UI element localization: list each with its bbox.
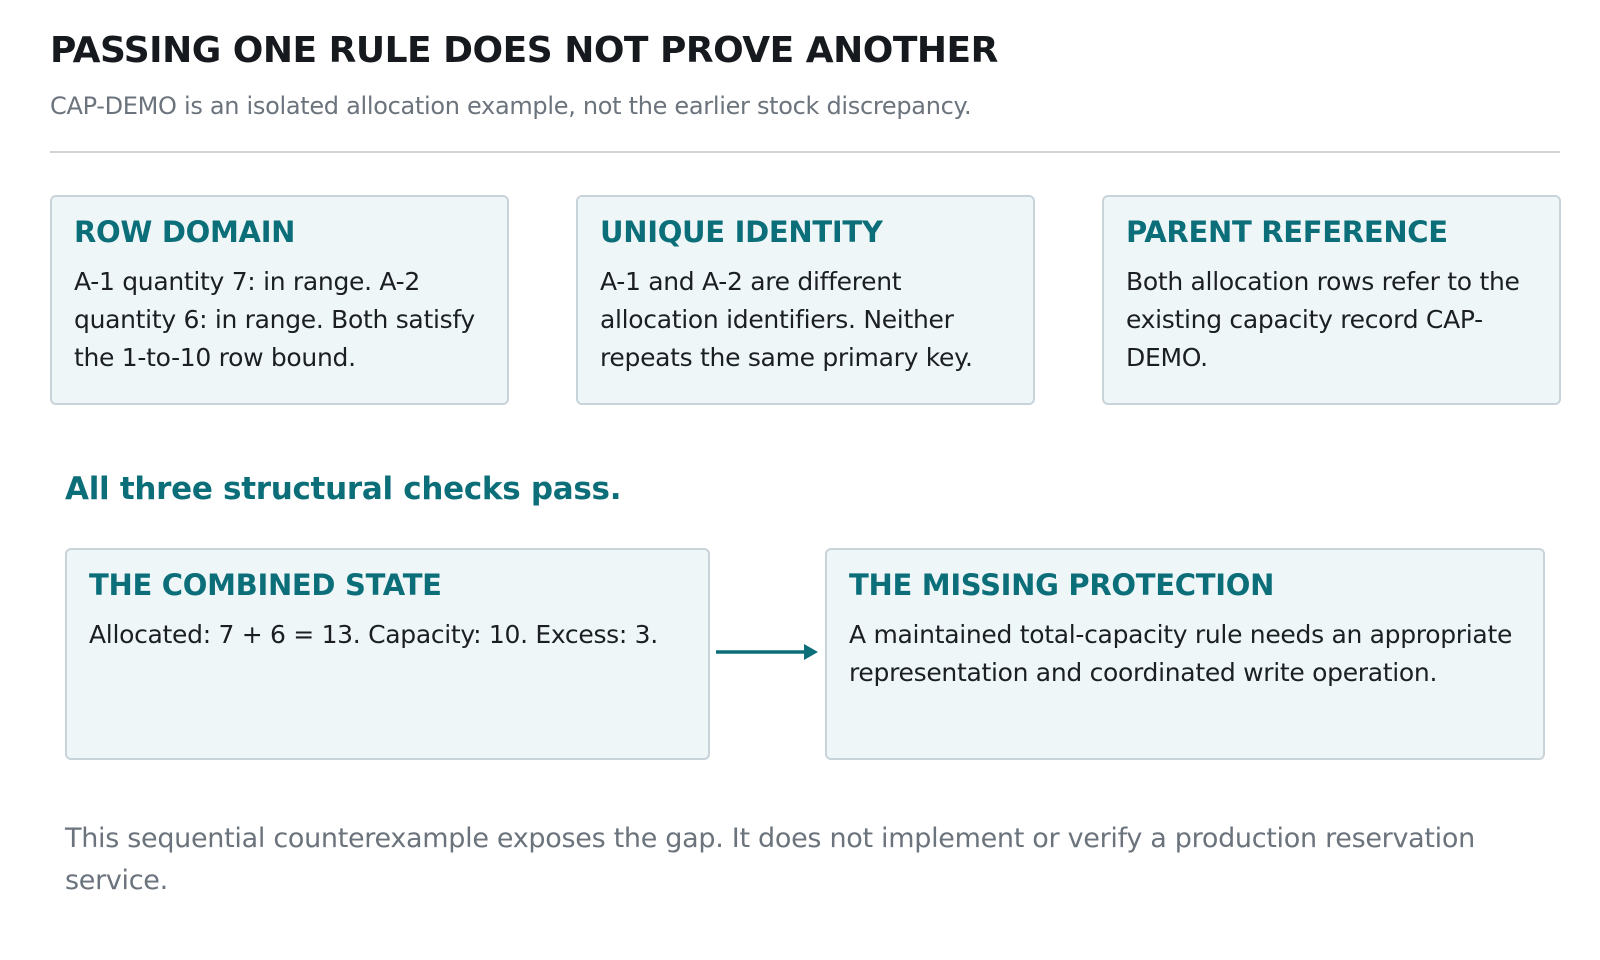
missing-protection-body: A maintained total-capacity rule needs an appropriate representation and coordinated write operation. [849, 620, 1513, 687]
combined-state-card [65, 548, 710, 760]
row-domain-title: ROW DOMAIN [74, 215, 296, 249]
flow-arrow-icon [712, 640, 824, 664]
missing-protection-title: THE MISSING PROTECTION [849, 568, 1275, 602]
unique-identity-title: UNIQUE IDENTITY [600, 215, 883, 249]
missing-protection-card [825, 548, 1545, 760]
unique-identity-body: A-1 and A-2 are different allocation identifiers. Neither repeats the same primary key. [600, 267, 973, 372]
checks-pass-summary: All three structural checks pass. [65, 471, 622, 507]
row-domain-body: A-1 quantity 7: in range. A-2 quantity 6: in range. Both satisfy the 1-to-10 row bound. [74, 267, 475, 372]
footer-note: This sequential counterexample exposes the gap. It does not implement or verify a production reservation service. [65, 823, 1475, 896]
parent-reference-body: Both allocation rows refer to the existing capacity record CAP-DEMO. [1126, 267, 1520, 372]
page-title: PASSING ONE RULE DOES NOT PROVE ANOTHER [50, 30, 998, 71]
combined-state-title: THE COMBINED STATE [89, 568, 442, 602]
parent-reference-card [1102, 195, 1561, 405]
combined-state-body: Allocated: 7 + 6 = 13. Capacity: 10. Excess: 3. [89, 620, 658, 649]
row-domain-card [50, 195, 509, 405]
page-subtitle: CAP-DEMO is an isolated allocation example, not the earlier stock discrepancy. [50, 92, 972, 120]
header-divider [50, 151, 1560, 153]
unique-identity-card [576, 195, 1035, 405]
parent-reference-title: PARENT REFERENCE [1126, 215, 1448, 249]
